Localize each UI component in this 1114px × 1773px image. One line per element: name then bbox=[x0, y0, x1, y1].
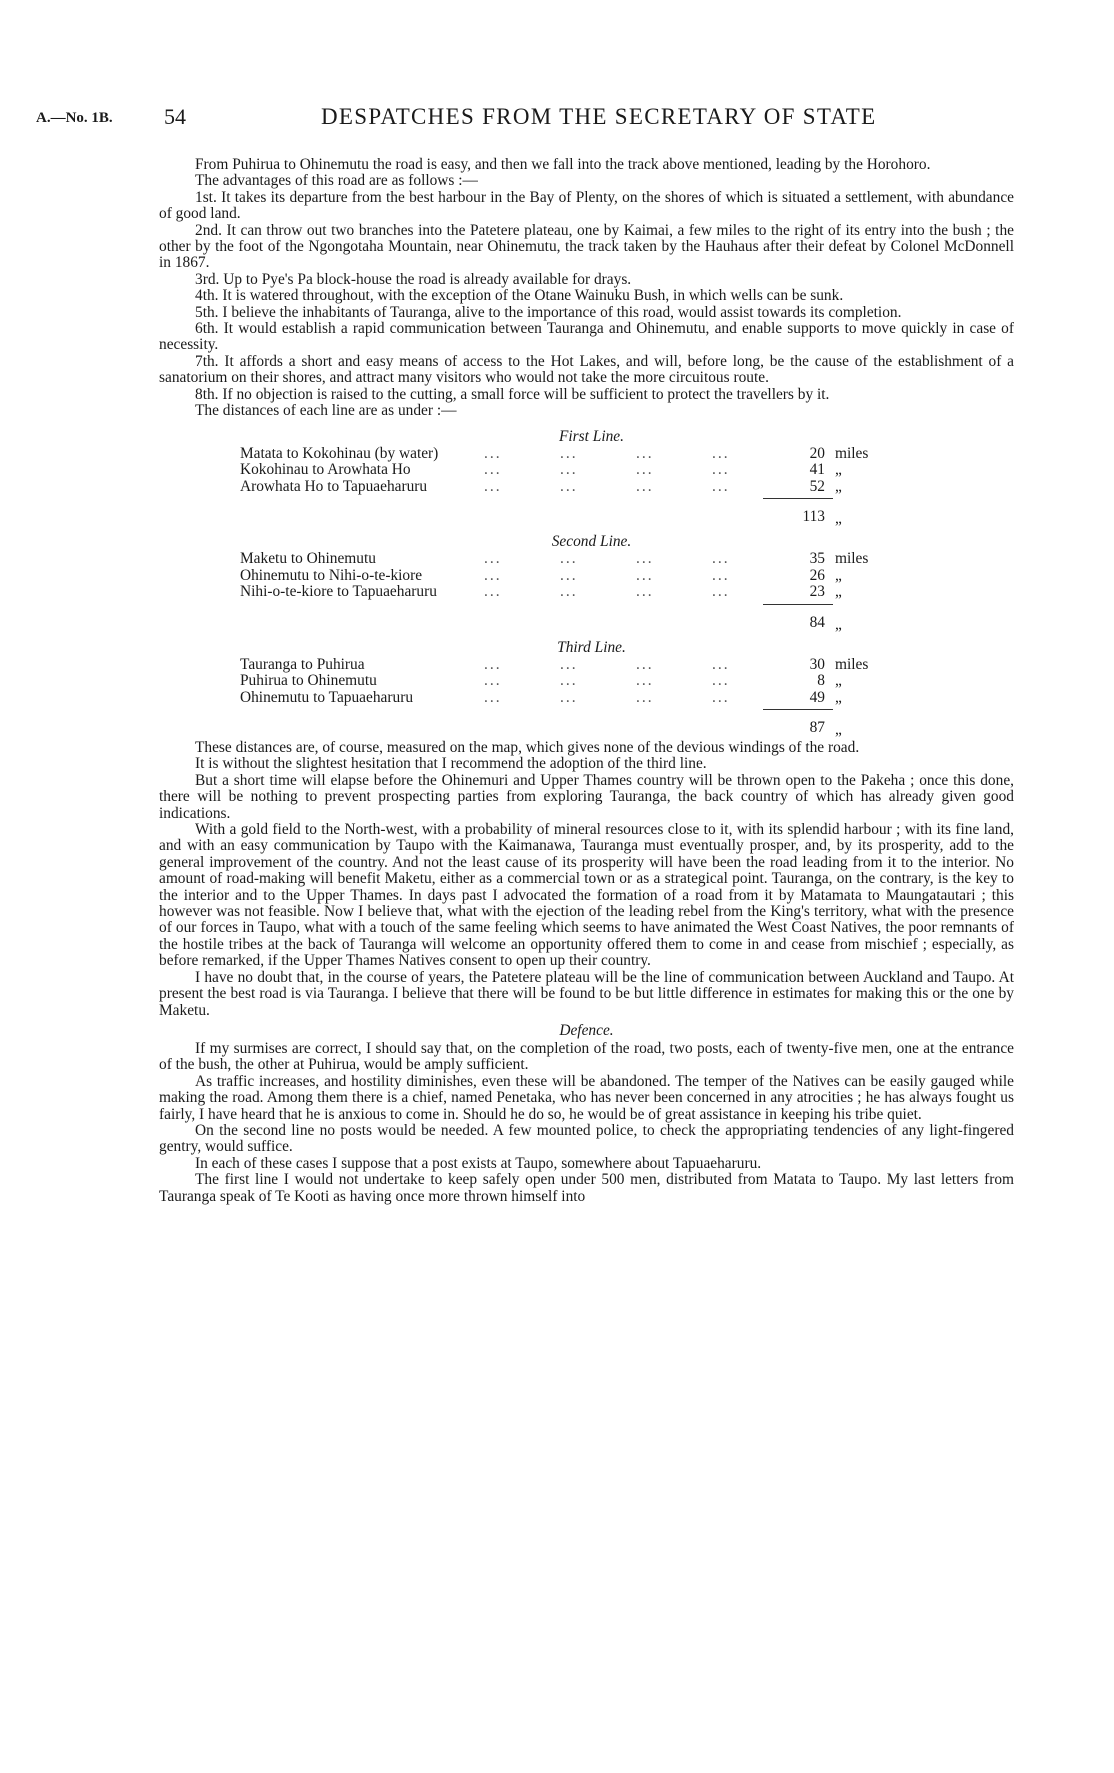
leader-dot-group: ... bbox=[560, 566, 578, 584]
line-total bbox=[159, 718, 1014, 740]
paragraph: As traffic increases, and hostility diminishes, even these will be abandoned. The temper of the Natives can be easily gauged while making the road. Among them there is a chief, named Penetaka, who has never been concerned in any atrocities ; he has always fought us fairly, I have heard that he is anxious to come in. Should he do so, he would be of great assistance in keeping his tribe quiet. bbox=[159, 1072, 1014, 1123]
distance-value: 49 bbox=[809, 688, 825, 706]
route-name: Maketu to Ohinemutu bbox=[240, 550, 376, 567]
leader-dot-group: ... bbox=[712, 550, 730, 567]
distance-value: 26 bbox=[809, 566, 825, 584]
distance-row bbox=[159, 657, 1014, 674]
leader-dot-group: ... bbox=[712, 444, 730, 462]
paragraph: 4th. It is watered throughout, with the exception of the Otane Wainuku Bush, in which wells can be sunk. bbox=[195, 287, 844, 305]
intro-section bbox=[159, 157, 1014, 420]
leader-dot-group: ... bbox=[484, 583, 502, 600]
page-number: 54 bbox=[164, 104, 186, 129]
route-name: Ohinemutu to Tapuaeharuru bbox=[240, 688, 414, 706]
route-name: Puhirua to Ohinemutu bbox=[240, 672, 377, 689]
distance-row bbox=[159, 551, 1014, 568]
distance-unit: „ bbox=[835, 672, 842, 689]
leader-dot-group: ... bbox=[712, 477, 730, 495]
paragraph: On the second line no posts would be needed. A few mounted police, to check the appropriating tendencies of any light-fingered gentry, would suffice. bbox=[159, 1121, 1014, 1156]
distance-tables bbox=[159, 428, 1014, 741]
line-title: First Line. bbox=[559, 427, 624, 445]
leader-dots bbox=[484, 584, 789, 600]
distance-value: 20 bbox=[809, 444, 825, 462]
distance-value: 23 bbox=[809, 583, 825, 600]
leader-dot-group: ... bbox=[560, 444, 578, 462]
defence-section bbox=[159, 1041, 1014, 1205]
paragraph: With a gold field to the North-west, with a probability of mineral resources close to it, with its splendid harbour ; with its fine land, and with an easy communication by Taupo with the Kaimanawa, Tauranga must eventually prosper, and, by its prosperity, add to the general improvement of the country. And not the least cause of its prosperity will have been the road leading from it to the interior. No amount of road-making will benefit Maketu, either as a commercial town or as a strategical point. Tauranga, on the contrary, is the key to the interior and to the Upper Thames. In days past I advocated the formation of a road from it by Matamata to Maungatautari ; this however was not feasible. Now I believe that, what with the ejection of the leading rebel from the King's territory, what with the presence of our forces in Taupo, what with a touch of the same feeling which seems to have animated the West Coast Natives, the poor remnants of the hostile tribes at the back of Tauranga will welcome an opportunity offered them to come in and cease from mischief ; especially, as before remarked, if the Upper Thames Natives consent to open up their country. bbox=[159, 821, 1014, 970]
leader-dot-group: ... bbox=[484, 444, 502, 462]
distance-value: 41 bbox=[809, 461, 825, 478]
distance-unit: „ bbox=[835, 688, 842, 706]
leader-dot-group: ... bbox=[712, 688, 730, 706]
distance-unit: miles bbox=[835, 655, 869, 673]
line-title: Second Line. bbox=[551, 533, 632, 550]
total-value: 113 bbox=[802, 508, 825, 525]
leader-dots bbox=[484, 690, 789, 706]
leader-dot-group: ... bbox=[484, 477, 502, 495]
leader-dot-group: ... bbox=[560, 655, 578, 673]
sum-rule bbox=[159, 495, 1014, 507]
sum-rule bbox=[159, 706, 1014, 718]
paragraph: 3rd. Up to Pye's Pa block-house the road is already available for drays. bbox=[195, 270, 632, 288]
body-text bbox=[159, 157, 1014, 1205]
paragraph: But a short time will elapse before the Ohinemuri and Upper Thames country will be thrown open to the Pakeha ; once this done, there will be nothing to prevent prospecting parties from exploring Tauranga, the back country of which has already given good indications. bbox=[159, 771, 1014, 822]
total-value: 87 bbox=[809, 719, 825, 736]
leader-dots bbox=[484, 657, 789, 673]
paragraph: If my surmises are correct, I should say that, on the completion of the road, two posts, each of twenty-five men, one at the entrance of the bush, the other at Puhirua, would be amply sufficient. bbox=[159, 1039, 1014, 1074]
paragraph: 6th. It would establish a rapid communication between Tauranga and Ohinemutu, and enable supports to move quickly in case of necessity. bbox=[159, 320, 1014, 354]
leader-dot-group: ... bbox=[484, 655, 502, 673]
leader-dot-group: ... bbox=[636, 583, 654, 600]
leader-dot-group: ... bbox=[712, 672, 730, 689]
distance-unit: „ bbox=[835, 583, 842, 600]
leader-dot-group: ... bbox=[712, 655, 730, 673]
paragraph: I have no doubt that, in the course of years, the Patetere plateau will be the line of communication between Auckland and Taupo. At present the best road is via Tauranga. I believe that there will be found to be but little difference in estimates for making this or the one by Maketu. bbox=[159, 968, 1014, 1019]
paragraph: 5th. I believe the inhabitants of Tauranga, alive to the importance of this road, would assist towards its completion. bbox=[195, 303, 902, 321]
running-title: DESPATCHES FROM THE SECRETARY OF STATE bbox=[321, 104, 877, 129]
paragraph: The first line I would not undertake to keep safely open under 500 men, distributed from Matata to Taupo. My last letters from Tauranga speak of Te Kooti as having once more thrown himself into bbox=[159, 1171, 1014, 1205]
leader-dot-group: ... bbox=[560, 477, 578, 495]
paragraph: 1st. It takes its departure from the best harbour in the Bay of Plenty, on the shores of which is situated a settlement, with abundance of good land. bbox=[159, 188, 1014, 223]
distance-value: 52 bbox=[809, 477, 825, 495]
leader-dots bbox=[484, 551, 789, 567]
distance-row bbox=[159, 446, 1014, 463]
paragraph: 2nd. It can throw out two branches into the Patetere plateau, one by Kaimai, a few miles to the right of its entry into the bush ; the other by the foot of the Ngongotaha Mountain, near Ohinemutu, the track taken by the Hauhaus after their defeat by Colonel McDonnell in 1867. bbox=[159, 221, 1014, 272]
paragraph: 8th. If no objection is raised to the cutting, a small force will be sufficient to protect the travellers by it. bbox=[195, 385, 830, 403]
distance-row bbox=[159, 479, 1014, 496]
distance-unit: miles bbox=[835, 550, 869, 567]
distance-unit: „ bbox=[835, 477, 842, 495]
leader-dot-group: ... bbox=[636, 655, 654, 673]
paragraph: It is without the slightest hesitation that I recommend the adoption of the third line. bbox=[195, 755, 707, 773]
leader-dot-group: ... bbox=[712, 461, 730, 478]
distance-unit: „ bbox=[835, 461, 842, 478]
leader-dot-group: ... bbox=[636, 477, 654, 495]
distance-row bbox=[159, 568, 1014, 585]
total-unit: „ bbox=[835, 510, 842, 527]
leader-dot-group: ... bbox=[636, 672, 654, 689]
distance-unit: miles bbox=[835, 444, 869, 462]
leader-dot-group: ... bbox=[560, 461, 578, 478]
leader-dot-group: ... bbox=[636, 566, 654, 584]
distance-row bbox=[159, 690, 1014, 707]
leader-dot-group: ... bbox=[484, 550, 502, 567]
route-name: Ohinemutu to Nihi-o-te-kiore bbox=[240, 566, 423, 584]
leader-dots bbox=[484, 479, 789, 495]
route-name: Arowhata Ho to Tapuaeharuru bbox=[240, 477, 428, 495]
leader-dots bbox=[484, 446, 789, 462]
sum-rule bbox=[159, 601, 1014, 613]
paragraph: The distances of each line are as under :— bbox=[195, 402, 457, 420]
leader-dots bbox=[484, 673, 789, 689]
leader-dot-group: ... bbox=[560, 688, 578, 706]
leader-dot-group: ... bbox=[636, 461, 654, 478]
total-unit: „ bbox=[835, 721, 842, 738]
leader-dot-group: ... bbox=[636, 688, 654, 706]
distance-value: 30 bbox=[809, 655, 825, 673]
leader-dots bbox=[484, 568, 789, 584]
distance-row bbox=[159, 584, 1014, 601]
distance-row bbox=[159, 462, 1014, 479]
leader-dot-group: ... bbox=[484, 566, 502, 584]
line-total bbox=[159, 507, 1014, 529]
leader-dot-group: ... bbox=[636, 550, 654, 567]
route-name: Kokohinau to Arowhata Ho bbox=[240, 461, 411, 478]
leader-dot-group: ... bbox=[484, 688, 502, 706]
page-header bbox=[36, 104, 1036, 134]
total-unit: „ bbox=[835, 615, 842, 633]
paragraph: The advantages of this road are as follows :— bbox=[195, 172, 478, 190]
route-name: Tauranga to Puhirua bbox=[240, 655, 365, 673]
document-reference: A.—No. 1B. bbox=[36, 110, 113, 126]
route-name: Matata to Kokohinau (by water) bbox=[240, 444, 439, 462]
leader-dot-group: ... bbox=[712, 583, 730, 600]
paragraph: In each of these cases I suppose that a post exists at Taupo, somewhere about Tapuaeharuru. bbox=[195, 1154, 762, 1172]
leader-dot-group: ... bbox=[560, 550, 578, 567]
discussion-section bbox=[159, 740, 1014, 1019]
leader-dot-group: ... bbox=[484, 672, 502, 689]
leader-dot-group: ... bbox=[560, 672, 578, 689]
leader-dot-group: ... bbox=[560, 583, 578, 600]
line-total bbox=[159, 613, 1014, 635]
leader-dot-group: ... bbox=[484, 461, 502, 478]
paragraph: From Puhirua to Ohinemutu the road is easy, and then we fall into the track above mentioned, leading by the Horohoro. bbox=[195, 156, 931, 173]
leader-dot-group: ... bbox=[636, 444, 654, 462]
leader-dot-group: ... bbox=[712, 566, 730, 584]
distance-value: 35 bbox=[809, 550, 825, 567]
distance-value: 8 bbox=[817, 672, 825, 689]
paragraph: 7th. It affords a short and easy means of access to the Hot Lakes, and will, before long, be the cause of the establishment of a sanatorium on their shores, and attract many visitors who would not take the more circuitous route. bbox=[159, 352, 1014, 387]
leader-dots bbox=[484, 462, 789, 478]
paragraph: These distances are, of course, measured on the map, which gives none of the devious windings of the road. bbox=[195, 739, 860, 756]
distance-unit: „ bbox=[835, 566, 842, 584]
distance-row bbox=[159, 673, 1014, 690]
route-name: Nihi-o-te-kiore to Tapuaeharuru bbox=[240, 583, 437, 600]
line-title: Third Line. bbox=[557, 638, 626, 656]
total-value: 84 bbox=[809, 613, 825, 631]
defence-heading: Defence. bbox=[559, 1021, 614, 1039]
